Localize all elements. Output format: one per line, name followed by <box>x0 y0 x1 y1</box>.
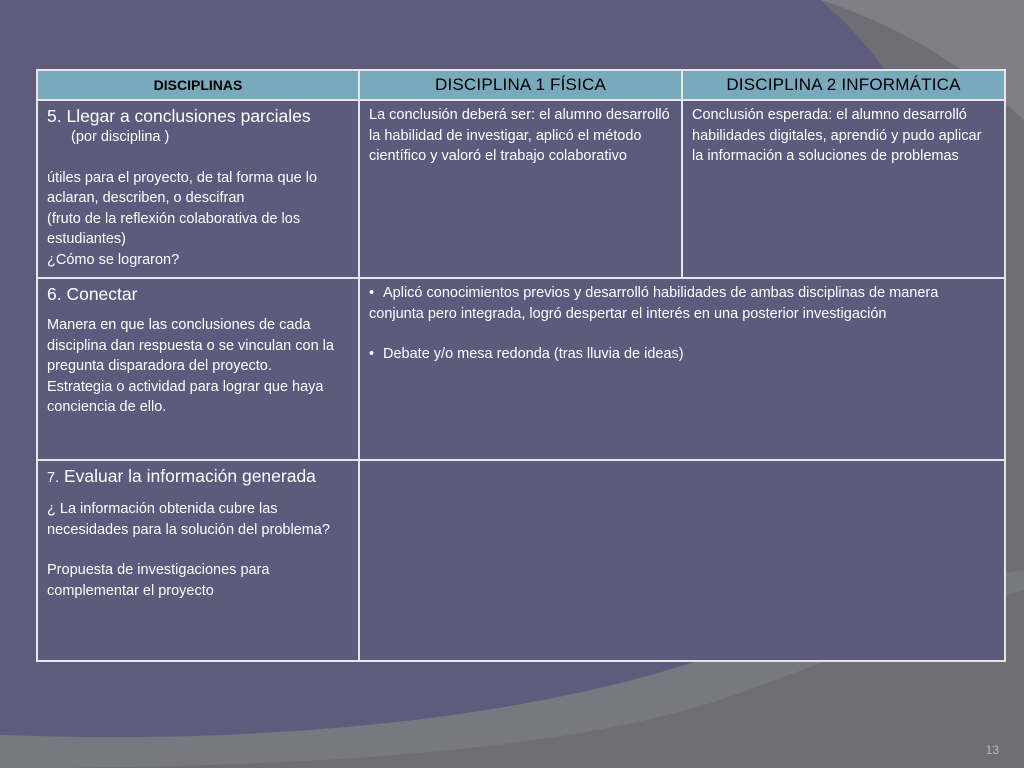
header-disciplinas: DISCIPLINAS <box>37 70 359 100</box>
header-disciplina-fisica: DISCIPLINA 1 FÍSICA <box>359 70 682 100</box>
header-disciplina-informatica: DISCIPLINA 2 INFORMÁTICA <box>682 70 1005 100</box>
table-header-row <box>37 70 1005 100</box>
row6-title: 6. Conectar <box>47 284 138 304</box>
row7-description-cell <box>37 460 359 661</box>
row5-informatica-text: Conclusión esperada: el alumno desarrolló habilidades digitales, aprendió y pudo aplicar la información a soluciones de problemas <box>692 107 982 164</box>
row5-body-3: ¿Cómo se lograron? <box>47 251 180 268</box>
row7-merged-cell <box>359 460 1005 661</box>
row6-bullet-item: • Aplicó conocimientos previos y desarrolló habilidades de ambas disciplinas de manera conjunta pero integrada, logró despertar el interés en una posterior investigación <box>369 285 939 322</box>
bullet-icon: • <box>369 346 375 362</box>
row6-description-cell <box>37 278 359 460</box>
table-row-5 <box>37 100 1005 278</box>
row5-title: 5. Llegar a conclusiones parciales <box>47 106 311 126</box>
row5-subtitle: (por disciplina ) <box>71 129 170 145</box>
row7-body-1: ¿ La información obtenida cubre las necesidades para la solución del problema? <box>47 501 330 538</box>
row5-description-cell <box>37 100 359 278</box>
row6-bullet-item: • Debate y/o mesa redonda (tras lluvia de ideas) <box>369 344 996 365</box>
content-table <box>36 69 1006 662</box>
row5-body-1: útiles para el proyecto, de tal forma que lo aclaran, describen, o descifran <box>47 169 318 206</box>
row7-number: 7. <box>47 470 60 486</box>
row7-body-2: Propuesta de investigaciones para complementar el proyecto <box>47 562 270 599</box>
slide-number: 13 <box>985 743 999 757</box>
bullet-icon: • <box>369 285 375 301</box>
row6-merged-cell <box>359 278 1005 460</box>
row7-title: 7. Evaluar la información generada <box>47 466 316 486</box>
table-row-7 <box>37 460 1005 661</box>
row6-body-1: Manera en que las conclusiones de cada disciplina dan respuesta o se vinculan con la pregunta disparadora del proyecto. <box>47 317 334 374</box>
row5-fisica-text: La conclusión deberá ser: el alumno desarrolló la habilidad de investigar, aplicó el método científico y valoró el trabajo colaborativo <box>369 107 670 164</box>
row5-fisica-cell <box>359 100 682 278</box>
table-row-6 <box>37 278 1005 460</box>
row5-informatica-cell <box>682 100 1005 278</box>
row6-body-2: Estrategia o actividad para lograr que haya conciencia de ello. <box>47 378 324 415</box>
row5-body-2: (fruto de la reflexión colaborativa de los estudiantes) <box>47 210 301 247</box>
